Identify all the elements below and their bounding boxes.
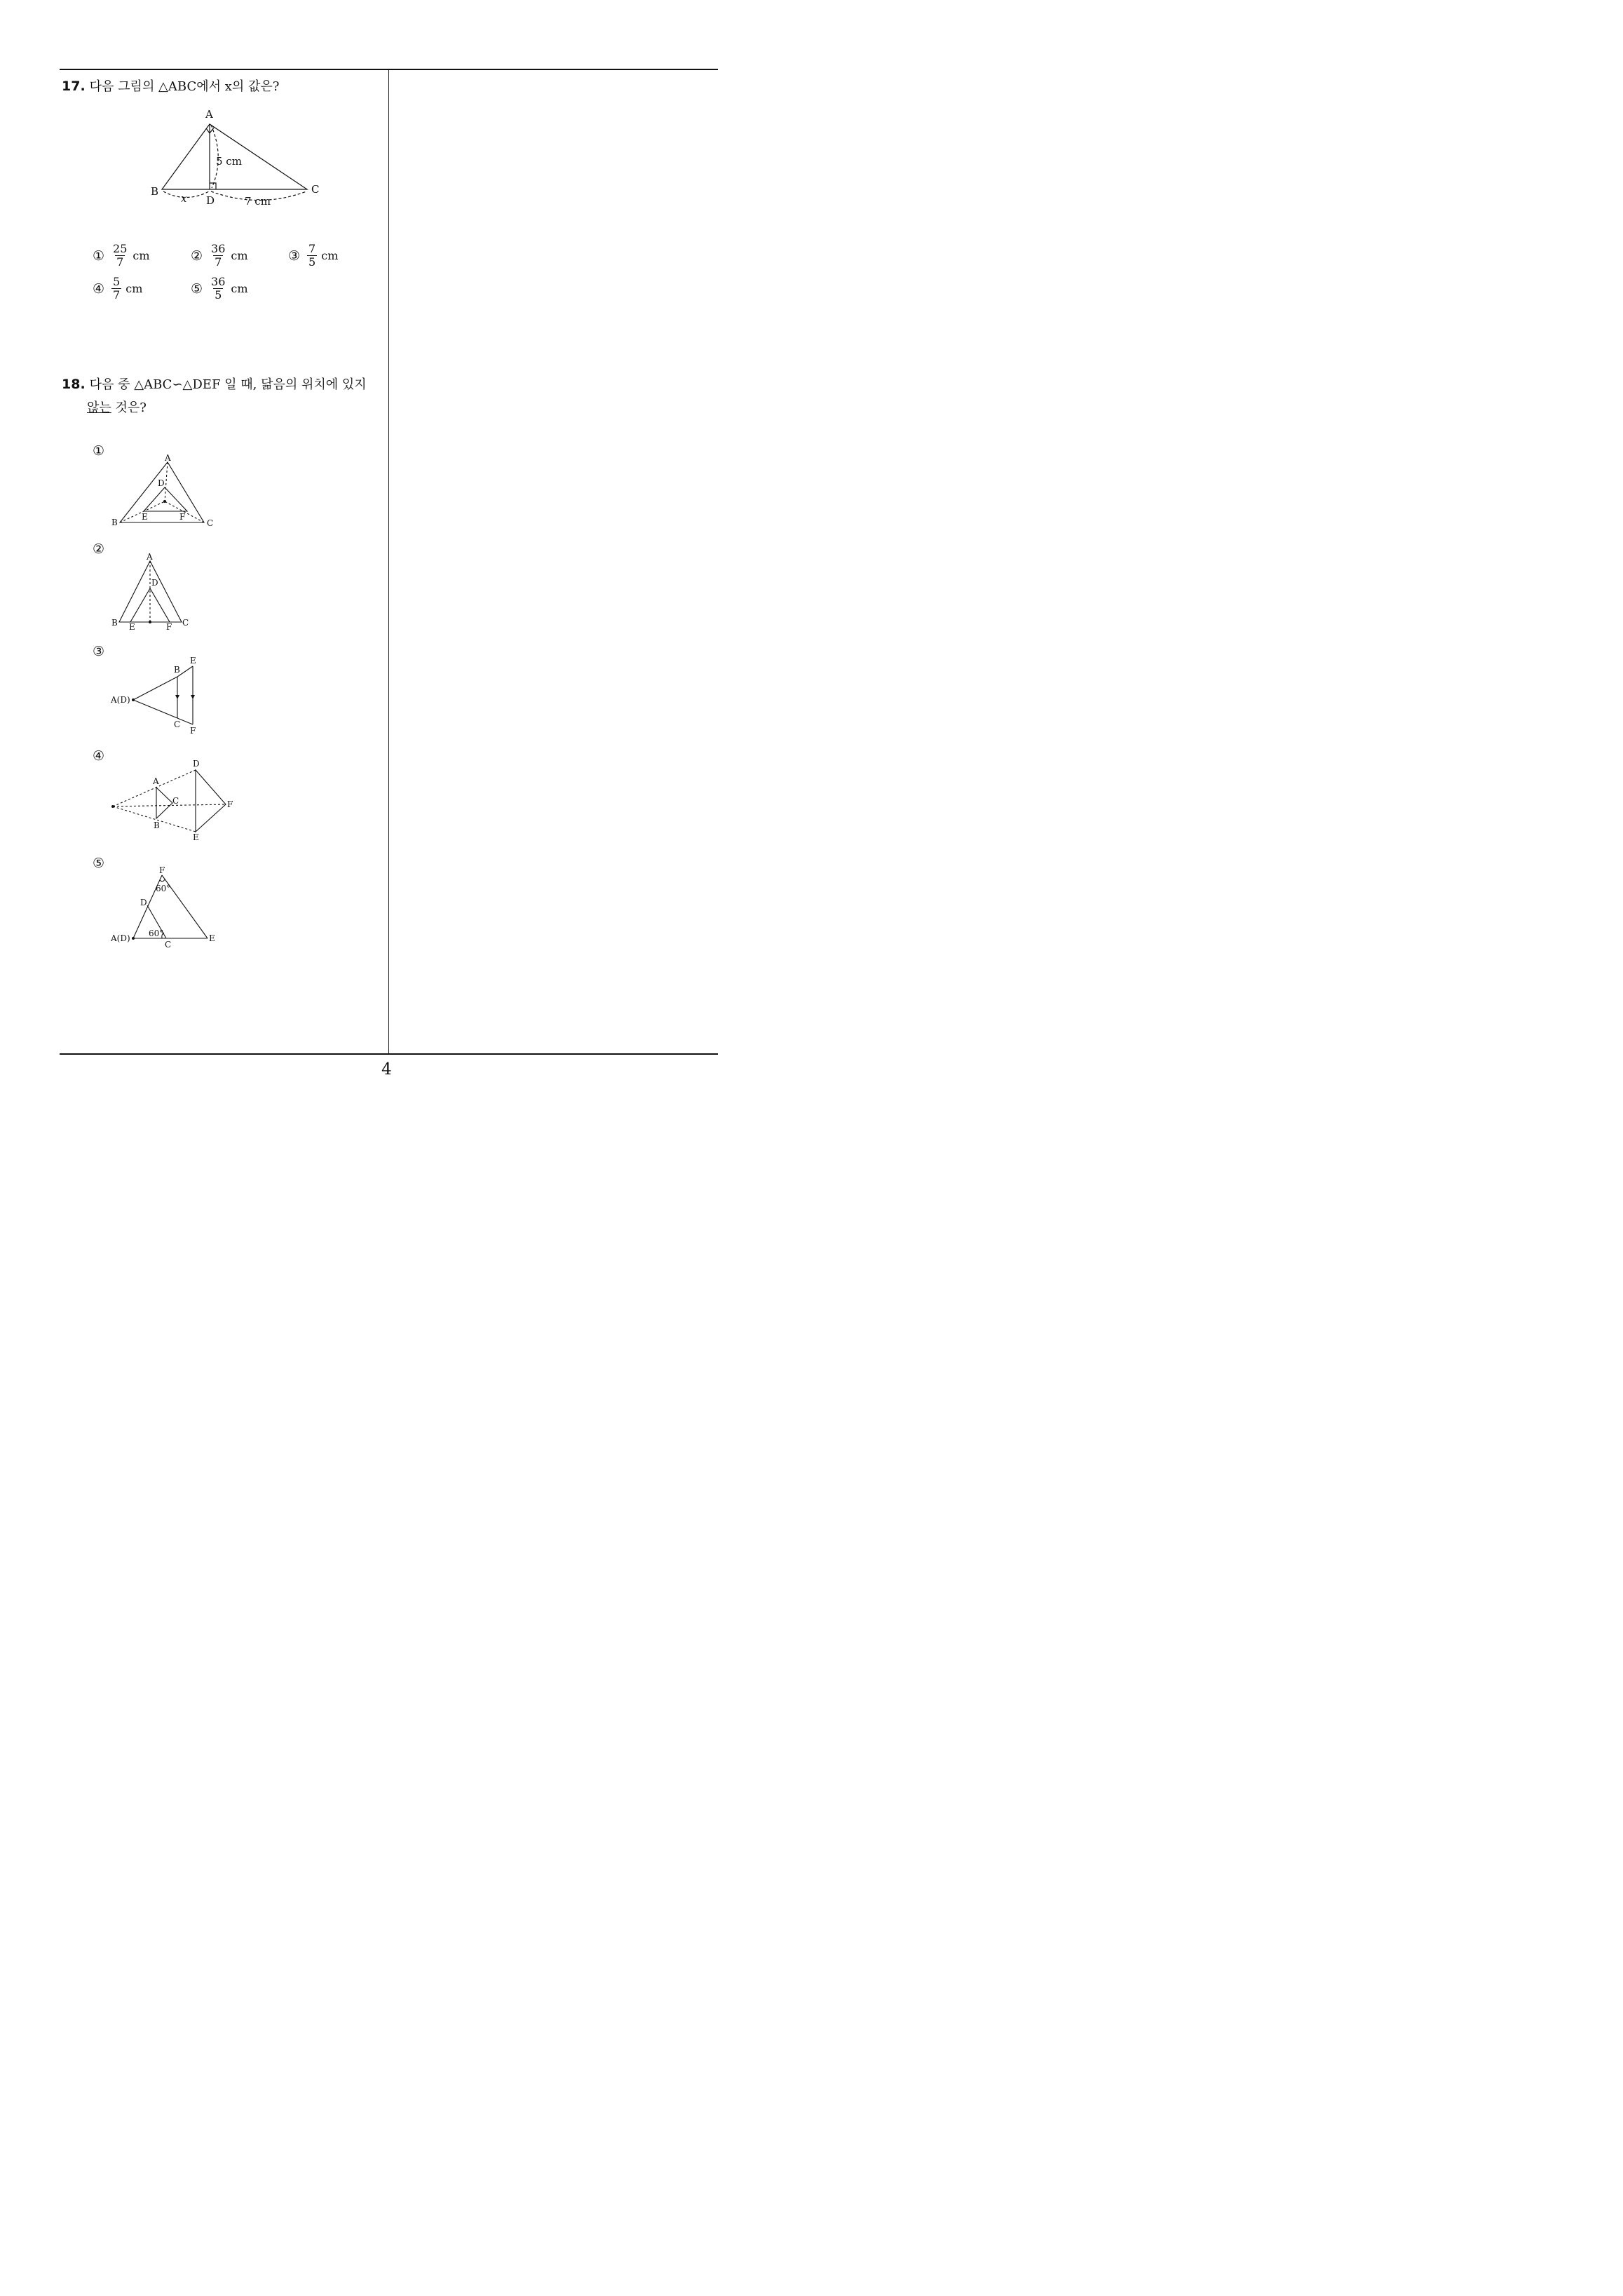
q18-option-1-figure (109, 452, 221, 533)
length-dc: 7 cm (245, 195, 271, 208)
line-a-b (133, 677, 177, 700)
center-rays (113, 770, 226, 832)
triangle-def (196, 770, 226, 832)
q18-option-4-figure (109, 757, 242, 842)
choice-unit: cm (231, 282, 248, 295)
label-ad: A(D) (111, 933, 130, 943)
label-e: E (193, 832, 199, 842)
choice-unit: cm (133, 249, 150, 262)
q17-choice-5[interactable] (191, 276, 248, 302)
angle-arc-f (160, 879, 165, 882)
label-e: E (209, 933, 215, 943)
label-f: F (166, 622, 172, 632)
label-f: F (179, 512, 186, 522)
label-a: A (147, 552, 153, 562)
choice-marker: ② (191, 248, 203, 264)
angle-label-c: 60° (149, 928, 164, 938)
length-bd: x (181, 192, 187, 205)
label-c: C (174, 720, 181, 729)
choice-marker: ③ (288, 248, 301, 264)
label-a: A (153, 776, 159, 786)
choice-fraction: $\frac{36}{5}$ (211, 275, 226, 302)
question-17-title (62, 76, 279, 97)
q18-option-3-marker[interactable]: ③ (93, 644, 105, 659)
label-d: D (158, 478, 165, 488)
choice-marker: ④ (93, 281, 105, 297)
q18-option-3-figure (109, 654, 207, 738)
line-a-c (133, 700, 177, 718)
q18-option-5-marker[interactable]: ⑤ (93, 856, 105, 871)
triangle-abc (120, 462, 204, 522)
label-d: D (151, 578, 158, 588)
choice-marker: ⑤ (191, 281, 203, 297)
q18-option-2-marker[interactable]: ② (93, 541, 105, 557)
right-angle-mark-d (210, 183, 216, 189)
label-c: C (207, 518, 214, 528)
question-17-text: 다음 그림의 △ABC에서 x의 값은? (89, 79, 280, 94)
label-b: B (154, 821, 160, 830)
choice-fraction: $\frac{7}{5}$ (308, 242, 316, 269)
label-d: D (140, 898, 147, 907)
question-18-text-line2: 것은? (111, 400, 147, 415)
q17-choice-3[interactable] (288, 243, 338, 269)
similarity-center (163, 500, 166, 503)
similarity-center (132, 937, 135, 940)
choice-fraction: $\frac{25}{7}$ (113, 242, 128, 269)
label-c: C (311, 183, 320, 196)
choice-fraction: $\frac{5}{7}$ (113, 275, 121, 302)
triangle-def (144, 487, 187, 511)
q18-option-2-figure (109, 551, 200, 635)
question-17-number: 17. (62, 79, 86, 94)
label-e: E (190, 656, 196, 666)
choice-fraction: $\frac{36}{7}$ (211, 242, 226, 269)
label-ad: A(D) (111, 695, 130, 705)
similarity-center (132, 698, 135, 701)
label-e: E (129, 622, 135, 632)
q17-choice-1[interactable] (93, 243, 150, 269)
choice-unit: cm (125, 282, 143, 295)
similarity-center (149, 621, 151, 623)
question-18-title (62, 374, 386, 419)
choice-marker: ① (93, 248, 105, 264)
label-b: B (111, 618, 118, 628)
choice-unit: cm (231, 249, 248, 262)
label-d: D (193, 759, 200, 769)
q17-choice-4[interactable] (93, 276, 142, 302)
label-c: C (182, 618, 189, 628)
question-18-underlined-word: 않는 (87, 400, 111, 415)
parallel-arrow-bc (175, 695, 179, 699)
label-b: B (174, 665, 180, 675)
q17-choice-2[interactable] (191, 243, 248, 269)
center-rays (120, 462, 204, 522)
question-18-text-line1: 다음 중 △ABC∽△DEF 일 때, 닮음의 위치에 있지 (89, 377, 367, 392)
label-b: B (151, 185, 159, 198)
q18-option-1-marker[interactable]: ① (93, 443, 105, 459)
label-a: A (205, 108, 213, 121)
triangle-abc (156, 788, 172, 818)
question-17-figure (144, 105, 333, 210)
choice-unit: cm (321, 249, 339, 262)
similarity-center (111, 805, 114, 808)
page-number: 4 (381, 1060, 392, 1079)
label-c: C (172, 796, 179, 806)
label-f: F (227, 799, 233, 809)
length-ad: 5 cm (216, 155, 242, 168)
parallel-arrow-ef (191, 695, 195, 699)
label-a: A (165, 453, 171, 463)
label-f: F (159, 865, 165, 875)
column-divider (388, 69, 389, 1055)
label-b: B (111, 518, 118, 527)
label-e: E (142, 512, 148, 522)
label-c: C (165, 940, 172, 950)
question-18-number: 18. (62, 377, 86, 392)
angle-label-f: 60° (156, 884, 171, 893)
footer-rule (60, 1053, 718, 1055)
q18-option-5-figure (109, 865, 228, 949)
label-d: D (206, 194, 215, 207)
label-f: F (190, 726, 196, 736)
q18-option-4-marker[interactable]: ④ (93, 748, 105, 764)
